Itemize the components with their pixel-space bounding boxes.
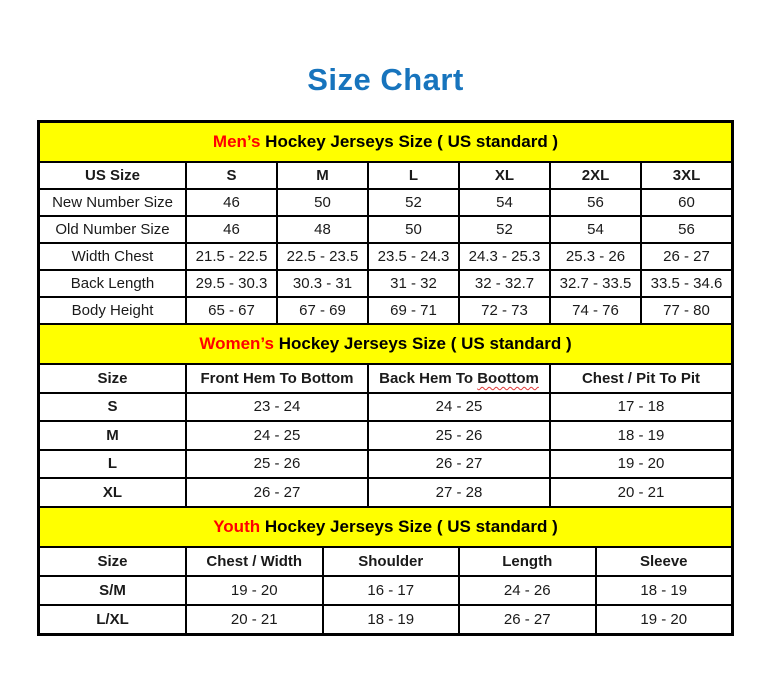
header-text-misspelled: Boottom — [477, 369, 539, 387]
womens-band-title: Hockey Jerseys Size ( US standard ) — [273, 334, 572, 353]
youth-size-table — [38, 546, 733, 635]
table-row — [39, 393, 732, 422]
table-row — [39, 189, 732, 216]
row-label-cell: Width Chest — [39, 243, 186, 270]
value-cell: 56 — [641, 216, 732, 243]
value-cell: 67 - 69 — [277, 297, 368, 324]
value-cell: 24.3 - 25.3 — [459, 243, 550, 270]
mens-section-band — [38, 121, 733, 163]
header-cell: Chest / Pit To Pit — [550, 364, 732, 393]
value-cell: 52 — [368, 189, 459, 216]
value-cell: 18 - 19 — [596, 576, 733, 605]
value-cell: 17 - 18 — [550, 393, 732, 422]
value-cell: 26 - 27 — [641, 243, 732, 270]
value-cell: 22.5 - 23.5 — [277, 243, 368, 270]
youth-section-band — [38, 506, 733, 548]
value-cell: 27 - 28 — [368, 478, 550, 507]
youth-band-title: Hockey Jerseys Size ( US standard ) — [260, 516, 558, 536]
value-cell: 29.5 - 30.3 — [186, 270, 277, 297]
womens-header-row — [39, 364, 732, 393]
size-chart-tables — [37, 120, 734, 636]
table-row — [39, 576, 732, 605]
table-row — [39, 243, 732, 270]
mens-band-title: Hockey Jerseys Size ( US standard ) — [260, 132, 559, 151]
table-row — [39, 270, 732, 297]
table-row — [39, 421, 732, 450]
row-label-cell: L — [39, 450, 186, 479]
value-cell: 69 - 71 — [368, 297, 459, 324]
row-label-cell: Body Height — [39, 297, 186, 324]
value-cell: 18 - 19 — [550, 421, 732, 450]
row-label-cell: M — [39, 421, 186, 450]
row-label-cell: New Number Size — [39, 189, 186, 216]
value-cell: 26 - 27 — [186, 478, 368, 507]
mens-header-row — [39, 162, 732, 189]
value-cell: 26 - 27 — [368, 450, 550, 479]
value-cell: 72 - 73 — [459, 297, 550, 324]
header-cell — [368, 364, 550, 393]
womens-section-band — [38, 323, 733, 365]
page-title: Size Chart — [307, 62, 464, 97]
value-cell: 16 - 17 — [323, 576, 460, 605]
row-label-cell: S/M — [39, 576, 186, 605]
mens-size-table — [38, 161, 733, 325]
value-cell: 54 — [459, 189, 550, 216]
value-cell: 19 - 20 — [596, 605, 733, 634]
value-cell: 24 - 26 — [459, 576, 596, 605]
row-label-cell: S — [39, 393, 186, 422]
header-cell: S — [186, 162, 277, 189]
table-row — [39, 450, 732, 479]
value-cell: 26 - 27 — [459, 605, 596, 634]
womens-size-table — [38, 363, 733, 508]
value-cell: 25 - 26 — [186, 450, 368, 479]
header-cell: Front Hem To Bottom — [186, 364, 368, 393]
value-cell: 19 - 20 — [550, 450, 732, 479]
value-cell: 20 - 21 — [550, 478, 732, 507]
value-cell: 46 — [186, 216, 277, 243]
header-cell: Shoulder — [323, 547, 460, 576]
value-cell: 20 - 21 — [186, 605, 323, 634]
table-row — [39, 605, 732, 634]
value-cell: 50 — [277, 189, 368, 216]
value-cell: 21.5 - 22.5 — [186, 243, 277, 270]
header-cell: Size — [39, 364, 186, 393]
value-cell: 25 - 26 — [368, 421, 550, 450]
value-cell: 25.3 - 26 — [550, 243, 641, 270]
value-cell: 74 - 76 — [550, 297, 641, 324]
value-cell: 33.5 - 34.6 — [641, 270, 732, 297]
value-cell: 65 - 67 — [186, 297, 277, 324]
value-cell: 24 - 25 — [186, 421, 368, 450]
value-cell: 48 — [277, 216, 368, 243]
header-cell: Chest / Width — [186, 547, 323, 576]
womens-band-prefix: Women’s — [199, 334, 274, 353]
value-cell: 30.3 - 31 — [277, 270, 368, 297]
row-label-cell: Back Length — [39, 270, 186, 297]
value-cell: 56 — [550, 189, 641, 216]
value-cell: 60 — [641, 189, 732, 216]
value-cell: 23 - 24 — [186, 393, 368, 422]
value-cell: 52 — [459, 216, 550, 243]
header-cell: L — [368, 162, 459, 189]
youth-header-row — [39, 547, 732, 576]
table-row — [39, 478, 732, 507]
value-cell: 19 - 20 — [186, 576, 323, 605]
header-cell: XL — [459, 162, 550, 189]
header-cell: 2XL — [550, 162, 641, 189]
header-cell: Size — [39, 547, 186, 576]
value-cell: 46 — [186, 189, 277, 216]
value-cell: 32 - 32.7 — [459, 270, 550, 297]
table-row — [39, 297, 732, 324]
youth-band-prefix: Youth — [213, 516, 261, 536]
header-cell: Sleeve — [596, 547, 733, 576]
value-cell: 32.7 - 33.5 — [550, 270, 641, 297]
table-row — [39, 216, 732, 243]
header-cell: M — [277, 162, 368, 189]
header-cell: Length — [459, 547, 596, 576]
value-cell: 31 - 32 — [368, 270, 459, 297]
row-label-cell: Old Number Size — [39, 216, 186, 243]
row-label-cell: XL — [39, 478, 186, 507]
value-cell: 24 - 25 — [368, 393, 550, 422]
value-cell: 54 — [550, 216, 641, 243]
value-cell: 18 - 19 — [323, 605, 460, 634]
value-cell: 50 — [368, 216, 459, 243]
header-cell: 3XL — [641, 162, 732, 189]
header-cell: US Size — [39, 162, 186, 189]
row-label-cell: L/XL — [39, 605, 186, 634]
mens-band-prefix: Men’s — [212, 132, 261, 151]
value-cell: 77 - 80 — [641, 297, 732, 324]
header-text: Back Hem To — [379, 369, 478, 387]
value-cell: 23.5 - 24.3 — [368, 243, 459, 270]
